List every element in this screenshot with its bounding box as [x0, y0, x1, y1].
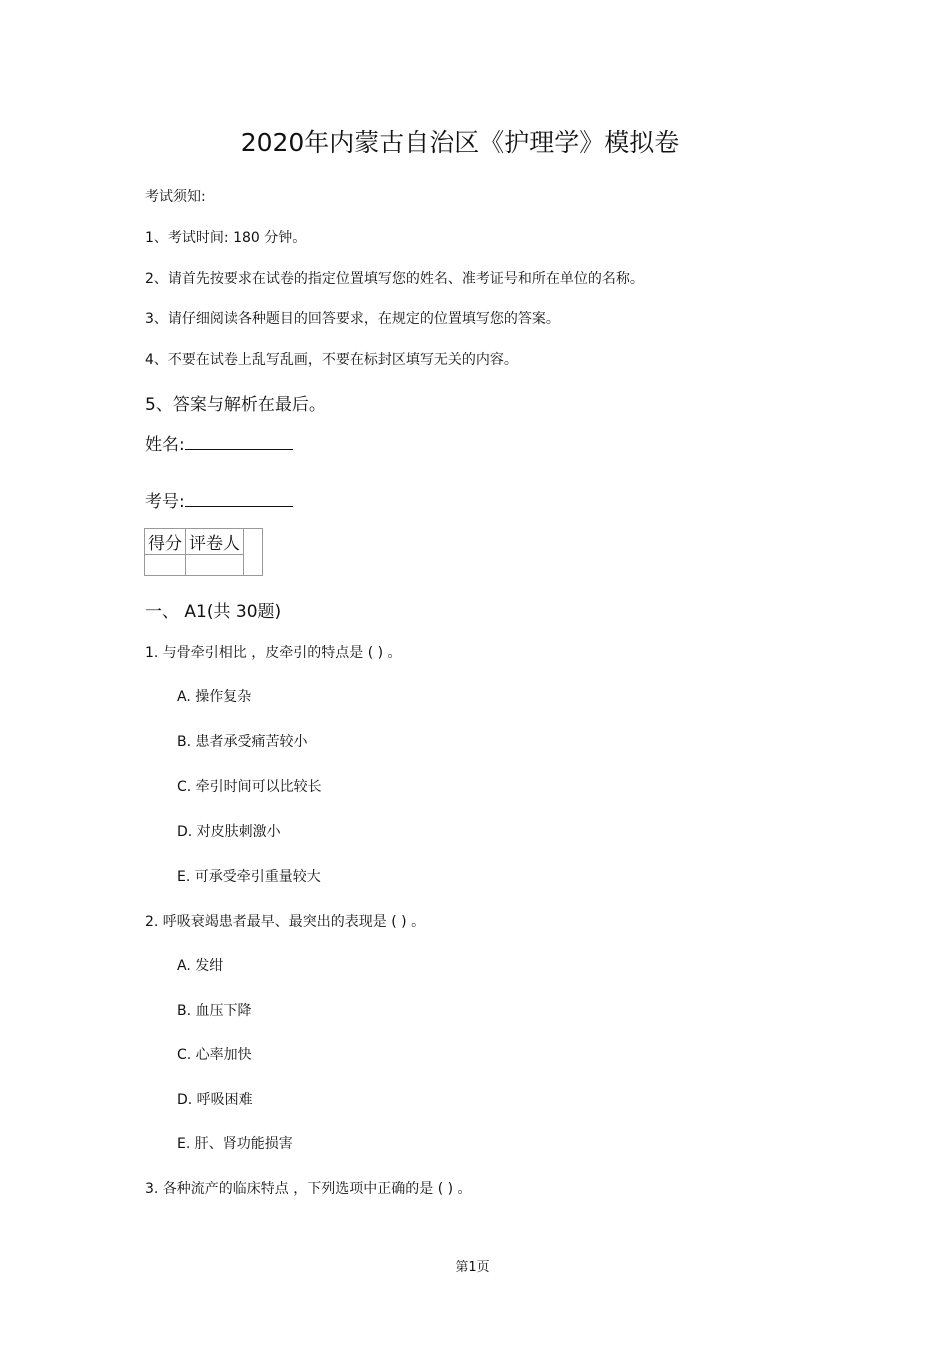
id-field[interactable] — [145, 487, 293, 512]
id-label: 考号: — [145, 492, 185, 512]
grader-cell[interactable] — [186, 555, 244, 576]
question-stem: 2. 呼吸衰竭患者最早、最突出的表现是 ( ) 。 — [145, 914, 426, 930]
question-stem: 1. 与骨牵引相比 ，皮牵引的特点是 ( ) 。 — [145, 645, 402, 661]
option: B. 血压下降 — [177, 1003, 252, 1019]
notice-heading: 考试须知: — [145, 189, 206, 205]
section-heading: 一、 A1(共 30题) — [145, 602, 282, 622]
page-title: 2020年内蒙古自治区《护理学》模拟卷 — [240, 128, 680, 157]
name-field[interactable] — [145, 430, 293, 455]
question-stem: 3. 各种流产的临床特点 ，下列选项中正确的是 ( ) 。 — [145, 1181, 472, 1197]
option: D. 呼吸困难 — [177, 1092, 253, 1108]
notice-item: 4、不要在试卷上乱写乱画，不要在标封区填写无关的内容。 — [145, 352, 518, 368]
option: C. 心率加快 — [177, 1047, 252, 1063]
option: E. 肝、肾功能损害 — [177, 1136, 293, 1152]
table-edge — [244, 529, 263, 576]
option: A. 操作复杂 — [177, 689, 252, 705]
name-label: 姓名: — [145, 435, 185, 455]
option: E. 可承受牵引重量较大 — [177, 869, 321, 885]
notice-item: 3、请仔细阅读各种题目的回答要求，在规定的位置填写您的答案。 — [145, 311, 560, 327]
score-table — [144, 528, 274, 573]
option: C. 牵引时间可以比较长 — [177, 779, 322, 795]
notice-item: 2、请首先按要求在试卷的指定位置填写您的姓名、准考证号和所在单位的名称。 — [145, 271, 644, 287]
option: A. 发绀 — [177, 958, 224, 974]
notice-item: 1、考试时间: 180 分钟。 — [145, 230, 307, 246]
name-blank[interactable] — [185, 433, 293, 450]
option: D. 对皮肤刺激小 — [177, 824, 281, 840]
grader-header: 评卷人 — [186, 529, 244, 555]
page-number: 第1页 — [455, 1260, 490, 1275]
score-header: 得分 — [145, 529, 186, 555]
id-blank[interactable] — [185, 490, 293, 507]
option: B. 患者承受痛苦较小 — [177, 734, 308, 750]
score-cell[interactable] — [145, 555, 186, 576]
notice-item: 5、答案与解析在最后。 — [145, 395, 326, 415]
